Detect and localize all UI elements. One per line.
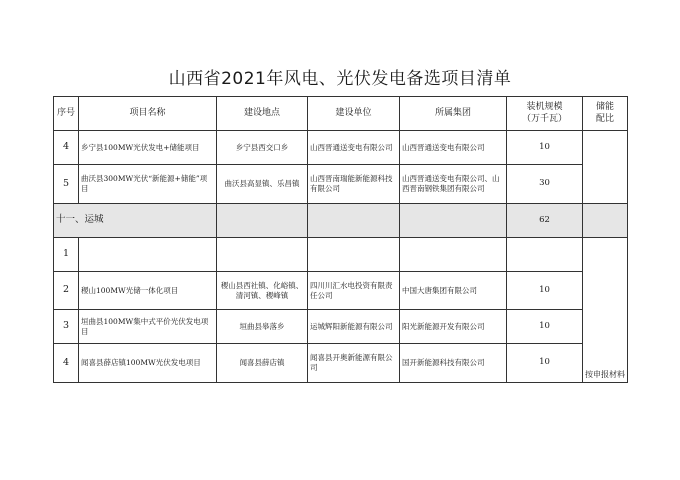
cell-location: 曲沃县高显镇、乐昌镇 [217,165,308,204]
cell-seq: 4 [54,344,79,383]
table-row [54,344,628,383]
table-row [54,165,628,204]
header-capacity-line1: 装机规模 [526,101,563,112]
cell-name [79,238,217,272]
cell-group: 国开新能源科技有限公司 [400,344,507,383]
cell-empty [217,204,308,238]
cell-group [400,238,507,272]
group-label: 十一、运城 [54,204,217,238]
cell-name: 垣曲县100MW集中式平价光伏发电项目 [79,310,217,344]
cell-storage-blank [583,131,628,204]
header-seq: 序号 [54,97,79,131]
header-group: 所属集团 [400,97,507,131]
cell-capacity: 10 [507,131,583,165]
cell-group: 中国大唐集团有限公司 [400,272,507,310]
cell-empty [308,204,400,238]
cell-capacity [507,238,583,272]
header-storage-line1: 储能 [595,101,614,112]
cell-name: 乡宁县100MW光伏发电+储能项目 [79,131,217,165]
cell-unit: 闻喜县开奥新能源有限公司 [308,344,400,383]
project-table [53,96,628,383]
cell-empty [400,204,507,238]
cell-location: 垣曲县皋落乡 [217,310,308,344]
header-row [54,97,628,131]
cell-name: 曲沃县300MW光伏“新能源+储能”项目 [79,165,217,204]
cell-seq: 5 [54,165,79,204]
group-capacity: 62 [507,204,583,238]
cell-seq: 2 [54,272,79,310]
cell-unit [308,238,400,272]
header-unit: 建设单位 [308,97,400,131]
table-row [54,272,628,310]
cell-capacity: 30 [507,165,583,204]
header-storage-line2: 配比 [595,113,614,124]
cell-capacity: 10 [507,344,583,383]
cell-location: 乡宁县西交口乡 [217,131,308,165]
cell-empty [583,204,628,238]
cell-location: 闻喜县薛店镇 [217,344,308,383]
cell-group: 山西晋通送变电有限公司、山西晋南钢铁集团有限公司 [400,165,507,204]
cell-unit: 四川川汇水电投资有限责任公司 [308,272,400,310]
table-row [54,310,628,344]
group-row [54,204,628,238]
cell-seq: 3 [54,310,79,344]
header-location: 建设地点 [217,97,308,131]
header-capacity-line2: （万千瓦） [521,113,567,124]
page-title: 山西省2021年风电、光伏发电备选项目清单 [168,69,512,89]
cell-capacity: 10 [507,272,583,310]
cell-seq: 4 [54,131,79,165]
cell-unit: 山西晋通送变电有限公司 [308,131,400,165]
cell-name: 闻喜县薛店镇100MW光伏发电项目 [79,344,217,383]
header-name: 项目名称 [79,97,217,131]
table-row [54,131,628,165]
header-capacity [507,97,583,131]
cell-group: 山西晋通送变电有限公司 [400,131,507,165]
cell-unit: 运城辉阳新能源有限公司 [308,310,400,344]
cell-seq: 1 [54,238,79,272]
cell-location: 稷山县西社镇、化峪镇、清河镇、稷峰镇 [217,272,308,310]
cell-name: 稷山100MW光储一体化项目 [79,272,217,310]
header-storage [583,97,628,131]
cell-group: 阳光新能源开发有限公司 [400,310,507,344]
storage-ratio-note: 按申报材料 [583,238,628,383]
cell-unit: 山西晋南瑞能新能源科技有限公司 [308,165,400,204]
table-row [54,238,628,272]
cell-location [217,238,308,272]
cell-capacity: 10 [507,310,583,344]
